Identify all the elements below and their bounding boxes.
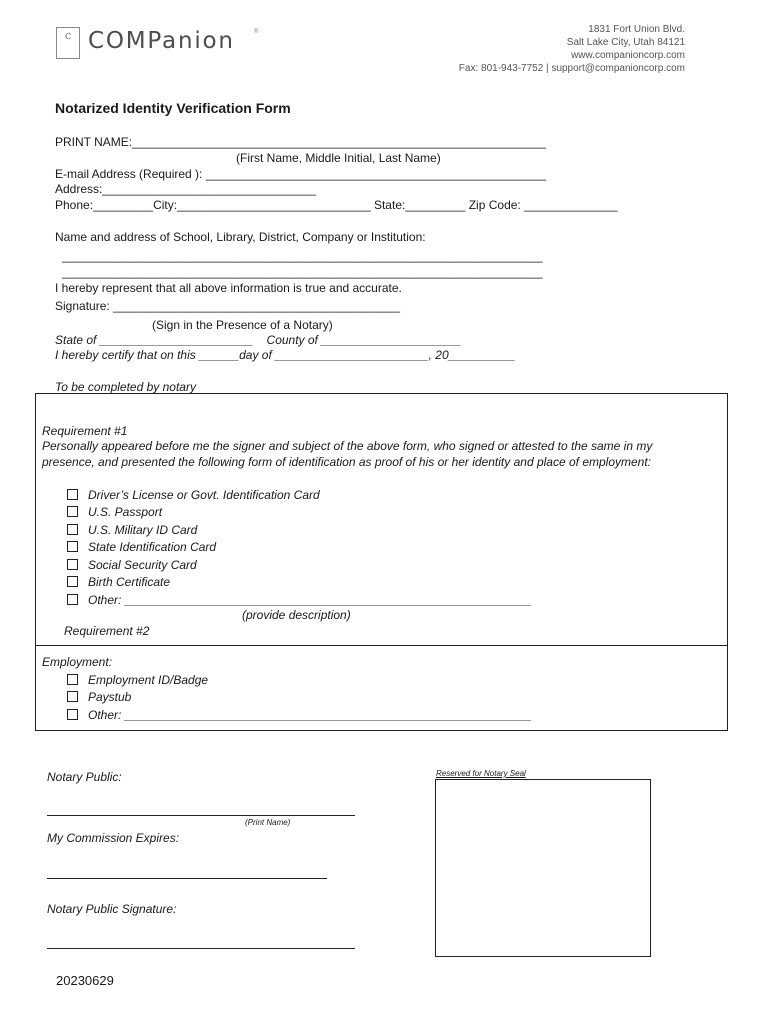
email-field[interactable]: E-mail Address (Required ): ___________________________________________________ <box>55 167 547 181</box>
paystub-checkbox[interactable] <box>67 691 78 702</box>
birth-certificate-label: Birth Certificate <box>88 575 171 589</box>
military-id-checkbox[interactable] <box>67 524 78 535</box>
institution-line-1[interactable]: ________________________________________________________________________ <box>62 249 543 263</box>
notary-signature-label: Notary Public Signature: <box>47 902 177 916</box>
phone-city-state-zip-field[interactable]: Phone:_________City:_____________________________ State:_________ Zip Code: ______________ <box>55 198 618 212</box>
employment-id-label: Employment ID/Badge <box>88 673 209 687</box>
drivers-license-label: Driver’s License or Govt. Identification Card <box>88 488 320 502</box>
other-employment-checkbox[interactable] <box>67 709 78 720</box>
state-id-label: State Identification Card <box>88 540 217 554</box>
military-id-label: U.S. Military ID Card <box>88 523 198 537</box>
other-id-checkbox[interactable] <box>67 594 78 605</box>
address-field[interactable]: Address:________________________________ <box>55 182 316 196</box>
notary-seal-label: Reserved for Notary Seal <box>436 769 526 778</box>
company-logo-mark: C <box>56 27 80 59</box>
address-line-1: 1831 Fort Union Blvd. <box>588 24 685 35</box>
drivers-license-checkbox[interactable] <box>67 489 78 500</box>
paystub-label: Paystub <box>88 690 132 704</box>
passport-label: U.S. Passport <box>88 505 163 519</box>
notary-print-name-line[interactable] <box>47 815 355 816</box>
requirement-2-title: Requirement #2 <box>64 624 150 638</box>
notary-signature-line[interactable] <box>47 948 355 949</box>
provide-description-hint: (provide description) <box>242 608 351 622</box>
requirement-1-text-line-2: presence, and presented the following form of identification as proof of his or her identity and place of employment: <box>42 455 652 469</box>
social-security-checkbox[interactable] <box>67 559 78 570</box>
notary-section-header: To be completed by notary <box>55 380 196 394</box>
state-county-field[interactable]: State of _______________________ County of _____________________ <box>55 333 462 347</box>
passport-checkbox[interactable] <box>67 506 78 517</box>
institution-label: Name and address of School, Library, District, Company or Institution: <box>55 230 426 244</box>
birth-certificate-checkbox[interactable] <box>67 576 78 587</box>
certify-date-field[interactable]: I hereby certify that on this ______day of _______________________, 20__________ <box>55 348 516 362</box>
company-logo-text: COMPanion <box>88 28 235 54</box>
requirement-1-text-line-1: Personally appeared before me the signer and subject of the above form, who signed or attested to the same in my <box>42 439 653 453</box>
print-name-hint: (First Name, Middle Initial, Last Name) <box>236 151 441 165</box>
registered-mark: ® <box>254 29 259 35</box>
employment-label: Employment: <box>42 655 113 669</box>
signature-field[interactable]: Signature: ___________________________________________ <box>55 299 401 313</box>
company-contact-block <box>459 23 685 75</box>
notary-seal-box <box>435 779 651 957</box>
institution-line-2[interactable]: ________________________________________________________________________ <box>62 265 543 279</box>
signature-hint: (Sign in the Presence of a Notary) <box>152 318 333 332</box>
requirement-1-title: Requirement #1 <box>42 424 128 438</box>
social-security-label: Social Security Card <box>88 558 197 572</box>
print-name-field[interactable]: PRINT NAME:______________________________________________________________ <box>55 135 546 149</box>
website-text: www.companioncorp.com <box>571 50 685 61</box>
notary-print-name-hint: (Print Name) <box>245 818 291 827</box>
fax-support-text: Fax: 801-943-7752 | support@companioncorp.com <box>458 63 685 74</box>
commission-expires-label: My Commission Expires: <box>47 831 180 845</box>
form-title: Notarized Identity Verification Form <box>55 100 291 116</box>
address-line-2: Salt Lake City, Utah 84121 <box>566 37 685 48</box>
commission-expires-line[interactable] <box>47 878 327 879</box>
employment-id-checkbox[interactable] <box>67 674 78 685</box>
document-number: 20230629 <box>56 973 114 988</box>
state-id-checkbox[interactable] <box>67 541 78 552</box>
other-employment-field[interactable]: Other: _____________________________________________________________ <box>88 708 532 722</box>
other-id-field[interactable]: Other: _____________________________________________________________ <box>88 593 532 607</box>
represent-statement: I hereby represent that all above information is true and accurate. <box>55 281 402 295</box>
notary-public-label: Notary Public: <box>47 770 122 784</box>
